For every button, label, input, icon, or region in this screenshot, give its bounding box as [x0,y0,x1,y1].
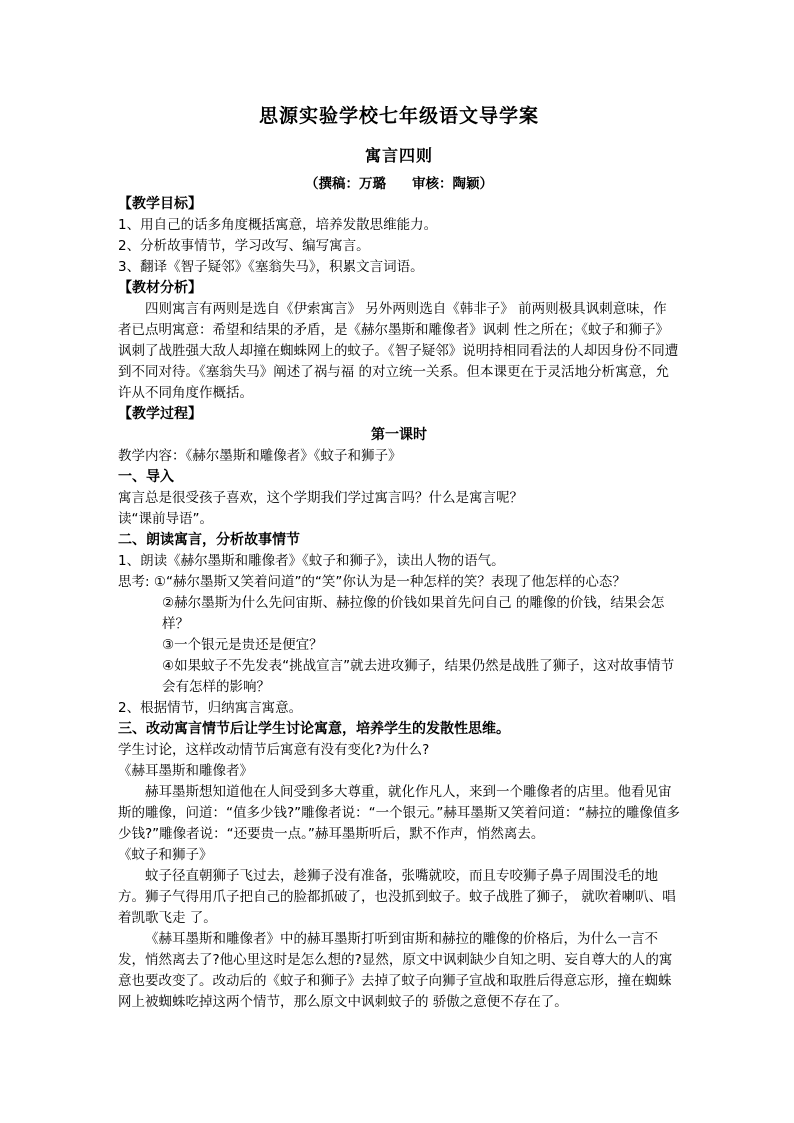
goal-item-1: 1、用自己的话多角度概括寓意，培养发散思维能力。 [118,217,438,233]
intro-line-1: 寓言总是很受孩子喜欢，这个学期我们学过寓言吗？什么是寓言呢？ [118,490,523,506]
question-2: ②赫尔墨斯为什么先问宙斯、赫拉像的价钱如果首先问自己 的雕像的价钱，结果会怎样？ [162,595,665,632]
analysis-paragraph: 四则寓言有两则是选自《伊索寓言》 另外两则选自《韩非子》 前两则极具讽刺意味，作者已点明寓意：希望和结果的矛盾，是《赫尔墨斯和雕像者》讽刺 性之所在；《蚊子和狮子》讽刺了战胜强大敌人却撞在蜘蛛网上的蚊子。《智子疑邻》说明持相同看法的人却因身份不同遭到不同对待。《塞翁失马》阐述了祸与福 的对立统一关系。但本课更在于灵活地分析寓意，允许从不同角度作概括。 [118,301,679,401]
discussion-line: 学生讨论，这样改动情节后寓意有没有变化?为什么? [118,742,430,758]
think-label: 思考: [118,574,154,590]
writer-credit: （撰稿：万璐 [305,176,386,192]
goal-item-3: 3、翻译《智子疑邻》《塞翁失马》，积累文言词语。 [118,259,424,275]
part2-heading: 二、朗读寓言，分析故事情节 [118,532,300,548]
question-3: ③一个银元是贵还是便宜？ [162,637,323,653]
summary-line: 2、根据情节，归纳寓言寓意。 [118,700,303,716]
part3-heading: 三、改动寓言情节后让学生讨论寓意，培养学生的发散性思维。 [118,721,510,737]
question-1 [118,572,680,593]
question-1-text: ①“赫尔墨斯又笑着问道”的“笑”你认为是一种怎样的笑？表现了他怎样的心态？ [153,574,626,590]
lesson-subtitle: 寓言四则 [364,146,433,165]
document-title: 思源实验学校七年级语文导学案 [258,105,539,127]
process-heading: 【教学过程】 [118,406,202,422]
reviewer-credit: 审核：陶颖） [412,176,493,192]
lesson-period-title: 第一课时 [371,427,427,443]
rewrite-analysis: 《赫耳墨斯和雕像者》中的赫耳墨斯打听到宙斯和赫拉的雕像的价格后，为什么一言不发，悄然离去了?他心里这时是怎么想的?显然，原文中讽刺缺少自知之明、妄自尊大的人的寓意也要改变了。改动后的《蚊子和狮子》去掉了蚊子向狮子宣战和取胜后得意忘形，撞在蜘蛛网上被蜘蛛吃掉这两个情节，那么原文中讽刺蚊子的 骄傲之意便不存在了。 [118,931,673,1010]
story1-title: 《赫耳墨斯和雕像者》 [118,763,253,779]
question-4: ④如果蚊子不先发表“挑战宣言”就去进攻狮子，结果仍然是战胜了狮子，这对故事情节会有怎样的影响？ [162,658,675,695]
goal-item-2: 2、分析故事情节，学习改写、编写寓言。 [118,238,370,254]
story1-text: 赫耳墨斯想知道他在人间受到多大尊重，就化作凡人，来到一个雕像者的店里。他看见宙斯的雕像，问道：“值多少钱?”雕像者说：“一个银元。”赫耳墨斯又笑着问道：“赫拉的雕像值多少钱?”雕像者说：“还要贵一点。”赫耳墨斯听后，默不作声，悄然离去。 [118,784,680,842]
goals-heading: 【教学目标】 [118,196,202,212]
story2-title: 《蚊子和狮子》 [118,847,213,863]
teaching-content: 教学内容：《赫尔墨斯和雕像者》《蚊子和狮子》 [118,448,402,464]
part1-heading: 一、导入 [118,469,174,485]
story2-text: 蚊子径直朝狮子飞过去，趁狮子没有准备，张嘴就咬，而且专咬狮子鼻子周围没毛的地方。狮子气得用爪子把自己的脸都抓破了，也没抓到蚊子。蚊子战胜了狮子， 就吹着喇叭、唱着凯歌飞走 了。 [118,868,676,926]
intro-line-2: 读“课前导语”。 [118,511,213,527]
reading-line: 1、朗读《赫尔墨斯和雕像者》《蚊子和狮子》，读出人物的语气。 [118,553,505,569]
document-page [118,102,680,1013]
author-line [118,174,680,194]
analysis-heading: 【教材分析】 [118,280,202,296]
